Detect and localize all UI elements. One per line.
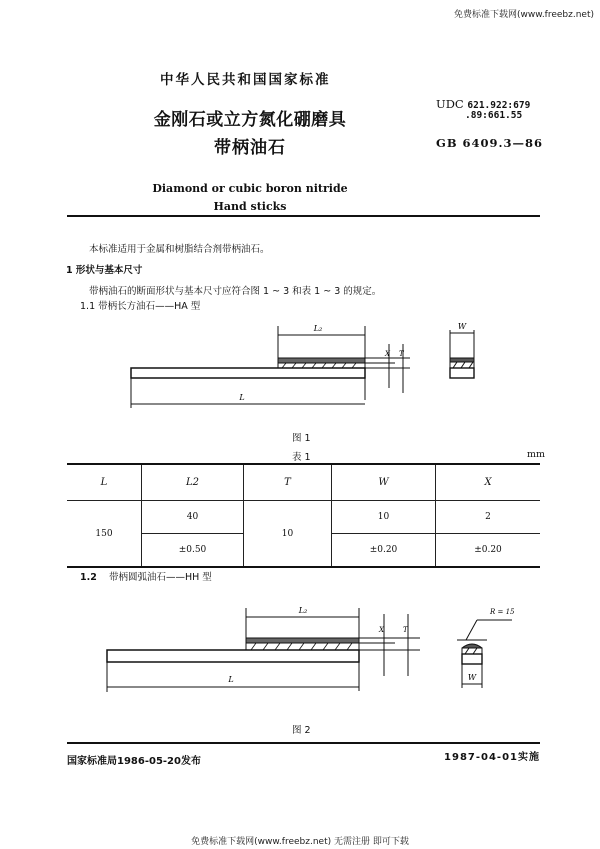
cell-L: 150 xyxy=(67,501,142,568)
section-1-2-heading xyxy=(80,569,212,583)
udc-line2: .89:661.55 xyxy=(465,110,523,121)
label-T: T xyxy=(403,626,408,634)
header-L: L xyxy=(67,464,142,501)
label-X: X xyxy=(379,626,384,634)
header-W: W xyxy=(332,464,436,501)
figure-1-caption: 图 1 xyxy=(292,433,311,444)
cell-X-value: 2 xyxy=(436,501,541,534)
section-1-heading: 1 形状与基本尺寸 xyxy=(66,265,143,276)
scope-paragraph: 本标准适用于金属和树脂结合剂带柄油石。 xyxy=(89,244,270,255)
footer-divider xyxy=(67,742,540,744)
label-T: T xyxy=(399,350,404,358)
udc-line1: 621.922:679 xyxy=(467,100,531,111)
figure-1-side-view xyxy=(120,318,420,418)
label-R: R = 15 xyxy=(490,608,515,616)
header-divider xyxy=(67,215,540,217)
title-cn-line2: 带柄油石 xyxy=(214,138,286,158)
cell-W-tol: ±0.20 xyxy=(332,534,436,568)
section-1-intro: 带柄油石的断面形状与基本尺寸应符合图 1 ~ 3 和表 1 ~ 3 的规定。 xyxy=(89,286,382,297)
header-L2: L2 xyxy=(142,464,244,501)
effective-date: 1987-04-01实施 xyxy=(444,752,540,763)
label-W: W xyxy=(467,673,477,682)
udc-label: UDC xyxy=(436,97,464,111)
cell-L2-value: 40 xyxy=(142,501,244,534)
table-header-row xyxy=(67,464,540,501)
section-1-2-text: 带柄圆弧油石——HH 型 xyxy=(108,572,212,583)
section-1-2-number: 1.2 xyxy=(80,572,97,583)
national-standard-heading: 中华人民共和国国家标准 xyxy=(160,72,331,88)
cell-T: 10 xyxy=(244,501,332,568)
label-L2: L₂ xyxy=(313,324,323,333)
header-X: X xyxy=(436,464,541,501)
figure-1-cross-section xyxy=(440,318,490,388)
figure-2-side-view xyxy=(95,596,435,696)
label-L: L xyxy=(228,675,234,684)
table-1-caption: 表 1 xyxy=(292,452,311,463)
label-L: L xyxy=(239,393,245,402)
title-cn-line1: 金刚石或立方氮化硼磨具 xyxy=(153,110,347,130)
issued-date: 国家标准局1986-05-20发布 xyxy=(67,756,201,767)
cell-X-tol: ±0.20 xyxy=(436,534,541,568)
label-L2: L₂ xyxy=(298,606,308,615)
label-X: X xyxy=(385,350,390,358)
section-1-1-heading: 1.1 带柄长方油石——HA 型 xyxy=(80,301,201,312)
title-en-line2: Hand sticks xyxy=(213,200,287,213)
figure-2-caption: 图 2 xyxy=(292,725,311,736)
cell-W-value: 10 xyxy=(332,501,436,534)
table-1 xyxy=(67,463,540,568)
header-T: T xyxy=(244,464,332,501)
watermark-top: 免费标准下载网(www.freebz.net) xyxy=(454,10,594,20)
gb-number: GB 6409.3—86 xyxy=(436,136,544,150)
table-1-unit: mm xyxy=(527,449,546,460)
title-en-line1: Diamond or cubic boron nitride xyxy=(152,182,348,195)
watermark-bottom: 免费标准下载网(www.freebz.net) 无需注册 即可下载 xyxy=(191,837,409,847)
udc-code xyxy=(436,97,530,111)
table-row xyxy=(67,501,540,534)
figure-2-cross-section xyxy=(445,596,535,691)
cell-L2-tol: ±0.50 xyxy=(142,534,244,568)
label-W: W xyxy=(457,322,467,331)
